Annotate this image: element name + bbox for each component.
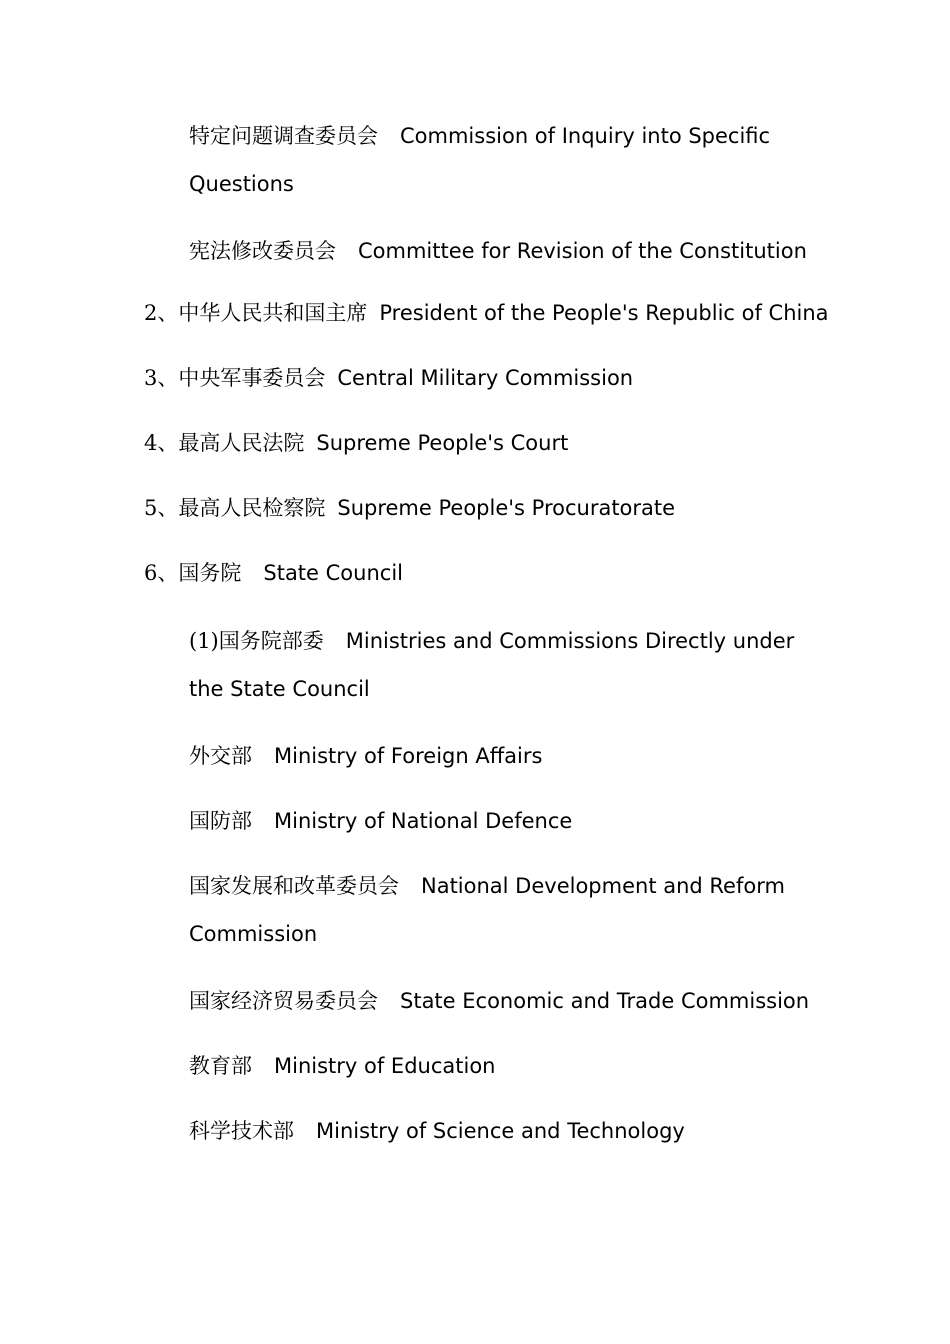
entry-science-technology	[144, 1107, 814, 1155]
entry-chinese: 国家发展和改革委员会	[189, 874, 399, 898]
entry-chinese: 教育部	[189, 1054, 252, 1078]
entry-chinese: (1)国务院部委	[189, 629, 324, 653]
entry-english: Supreme People's Court	[316, 431, 569, 455]
entry-english: Committee for Revision of the Constitution	[358, 239, 807, 263]
entry-national-defence	[144, 797, 814, 845]
entry-english: President of the People's Republic of China	[379, 301, 829, 325]
entry-economic-trade-commission	[144, 977, 814, 1025]
entry-chinese: 外交部	[189, 744, 252, 768]
entry-development-reform-commission	[144, 862, 814, 958]
entry-state-council	[144, 549, 814, 597]
entry-chinese: 3、中央军事委员会	[144, 366, 326, 390]
entry-foreign-affairs	[144, 732, 814, 780]
entry-central-military-commission	[144, 354, 814, 402]
entry-education	[144, 1042, 814, 1090]
entry-chinese: 特定问题调查委员会	[189, 124, 378, 148]
entry-english: Central Military Commission	[337, 366, 634, 390]
entry-chinese: 4、最高人民法院	[144, 431, 305, 455]
entry-chinese: 6、国务院	[144, 561, 242, 585]
entry-supreme-court	[144, 419, 814, 467]
entry-english: National Development and Reform Commission	[189, 874, 785, 946]
entry-english: Supreme People's Procuratorate	[337, 496, 676, 520]
entry-president	[144, 289, 829, 337]
entry-constitution-revision-committee	[144, 227, 814, 275]
entry-english: Ministry of Education	[274, 1054, 496, 1078]
entry-english: Ministry of National Defence	[274, 809, 573, 833]
entry-chinese: 5、最高人民检察院	[144, 496, 326, 520]
entry-english: Ministry of Science and Technology	[316, 1119, 685, 1143]
entry-english: Ministry of Foreign Affairs	[274, 744, 543, 768]
entry-english: State Council	[263, 561, 403, 585]
entry-chinese: 2、中华人民共和国主席	[144, 301, 368, 325]
entry-english: Ministries and Commissions Directly under the State Council	[189, 629, 795, 701]
entry-supreme-procuratorate	[144, 484, 814, 532]
entry-english: Commission of Inquiry into Specific Questions	[189, 124, 771, 196]
entry-commission-of-inquiry	[144, 112, 814, 208]
entry-chinese: 宪法修改委员会	[189, 239, 336, 263]
entry-chinese: 国防部	[189, 809, 252, 833]
entry-ministries-and-commissions	[144, 617, 814, 713]
entry-chinese: 科学技术部	[189, 1119, 294, 1143]
entry-chinese: 国家经济贸易委员会	[189, 989, 378, 1013]
entry-english: State Economic and Trade Commission	[400, 989, 810, 1013]
